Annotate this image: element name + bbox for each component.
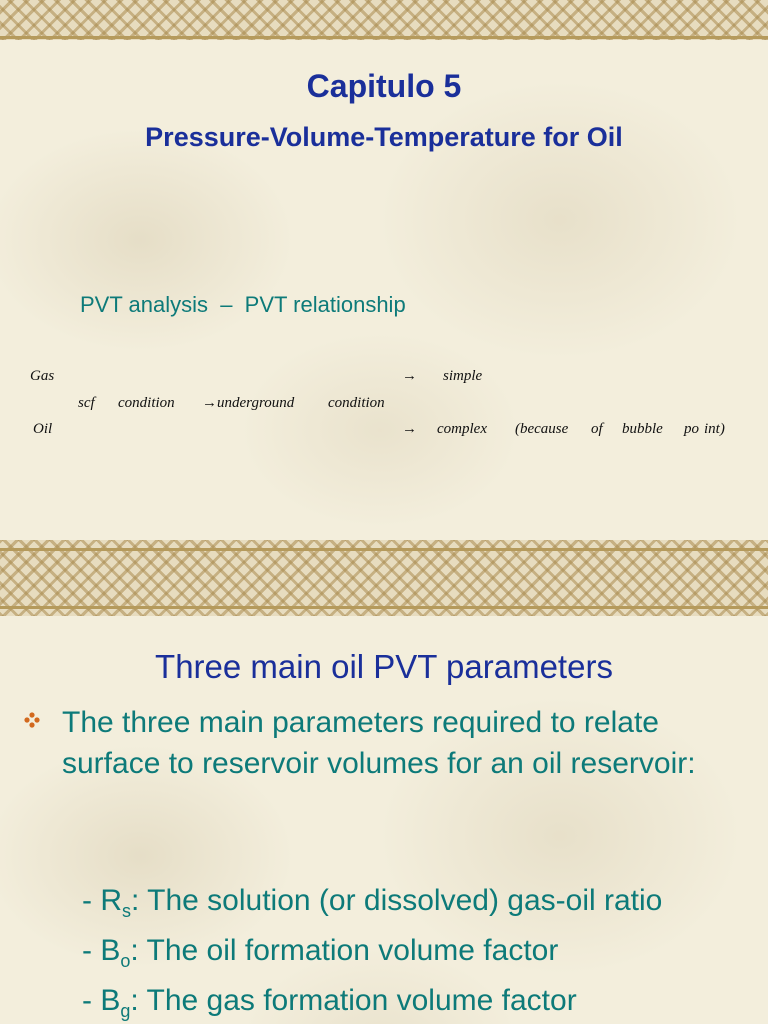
border-line <box>0 548 768 551</box>
param-subscript: g <box>120 1001 131 1021</box>
slide-subtitle: Pressure-Volume-Temperature for Oil <box>145 122 623 152</box>
decorative-border-middle <box>0 540 768 616</box>
param-prefix: - B <box>82 934 121 967</box>
param-bg <box>82 984 577 1021</box>
param-subscript: o <box>120 951 131 971</box>
eq-oil: Oil <box>33 421 53 437</box>
diamond-bullet-icon <box>24 712 40 728</box>
eq-po: po <box>684 421 699 437</box>
bullet-text: The three main parameters required to relate surface to reservoir volumes for an oil reservoir: <box>62 706 696 780</box>
param-rs <box>82 884 663 921</box>
border-line <box>0 606 768 609</box>
eq-int: int) <box>704 421 725 437</box>
eq-because: (because <box>515 421 569 437</box>
eq-scf: scf <box>78 395 95 411</box>
eq-bubble: bubble <box>622 421 663 437</box>
param-bo <box>82 934 559 971</box>
param-prefix: - R <box>82 884 122 917</box>
param-description: : The solution (or dissolved) gas-oil ratio <box>131 884 663 917</box>
param-subscript: s <box>122 901 131 921</box>
eq-of: of <box>591 421 603 437</box>
border-line <box>0 36 768 39</box>
slide-2-title: Three main oil PVT parameters <box>155 648 613 685</box>
eq-arrow-gas: → <box>402 368 417 384</box>
param-description: : The oil formation volume factor <box>130 934 559 967</box>
slide-title: Capitulo 5 <box>306 68 462 104</box>
eq-underground: →underground <box>202 395 295 411</box>
eq-condition-1: condition <box>118 395 175 411</box>
eq-gas: Gas <box>30 368 55 384</box>
param-description: : The gas formation volume factor <box>130 984 577 1017</box>
pvt-analysis-line: PVT analysis – PVT relationship <box>80 292 406 317</box>
decorative-border-top <box>0 0 768 40</box>
eq-complex: complex <box>437 421 487 437</box>
param-prefix: - B <box>82 984 121 1017</box>
eq-condition-2: condition <box>328 395 385 411</box>
eq-simple: simple <box>443 368 483 384</box>
eq-arrow-oil: → <box>402 421 417 437</box>
